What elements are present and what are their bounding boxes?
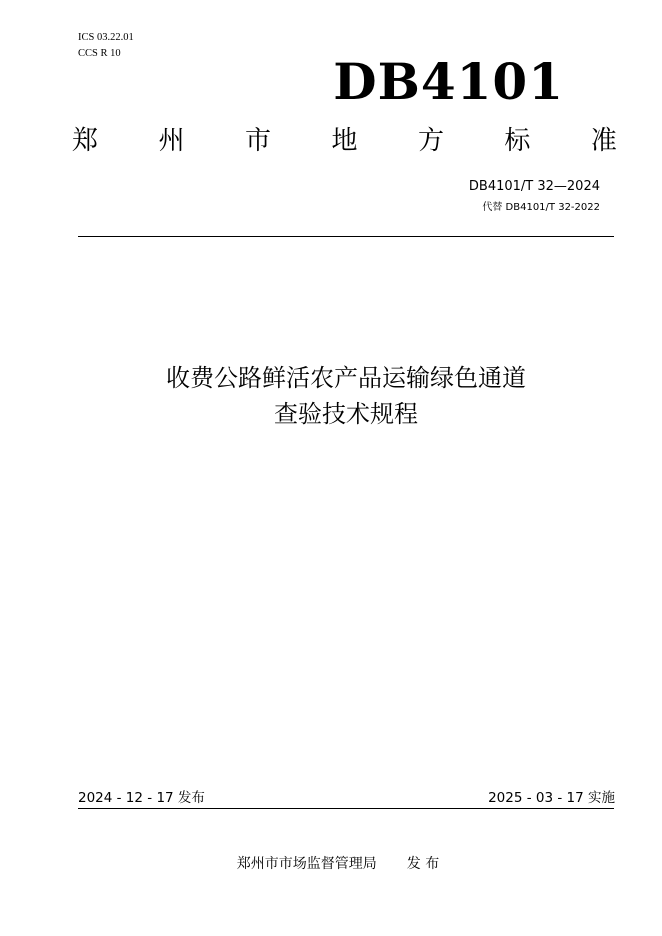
replaces-standard: 代替 DB4101/T 32-2022 <box>482 202 600 213</box>
issuer-title-char: 郑 <box>72 126 99 156</box>
footer-divider <box>78 808 614 809</box>
issuer-title-char: 准 <box>590 126 617 156</box>
issuer-title-char: 州 <box>158 126 185 156</box>
issuer-title-char: 方 <box>417 126 444 156</box>
issuer-title-char: 市 <box>244 126 271 156</box>
ccs-code: CCS R 10 <box>78 48 121 59</box>
document-title-line-2: 查验技术规程 <box>274 400 418 428</box>
publisher-line <box>0 854 662 874</box>
document-title-line-1: 收费公路鲜活农产品运输绿色通道 <box>166 364 526 392</box>
issuer-title <box>72 124 617 158</box>
effective-date: 2025 - 03 - 17 实施 <box>488 790 615 806</box>
ics-code: ICS 03.22.01 <box>78 32 134 43</box>
issuer-title-char: 地 <box>331 126 358 156</box>
header-divider <box>78 236 614 237</box>
publish-date: 2024 - 12 - 17 发布 <box>78 790 205 806</box>
issuer-title-char: 标 <box>504 126 531 156</box>
publisher-action: 发 布 <box>406 856 440 872</box>
db-logo-mark: DB4101 <box>333 52 564 111</box>
standard-number: DB4101/T 32—2024 <box>468 179 600 194</box>
publisher-name: 郑州市市场监督管理局 <box>236 856 377 872</box>
